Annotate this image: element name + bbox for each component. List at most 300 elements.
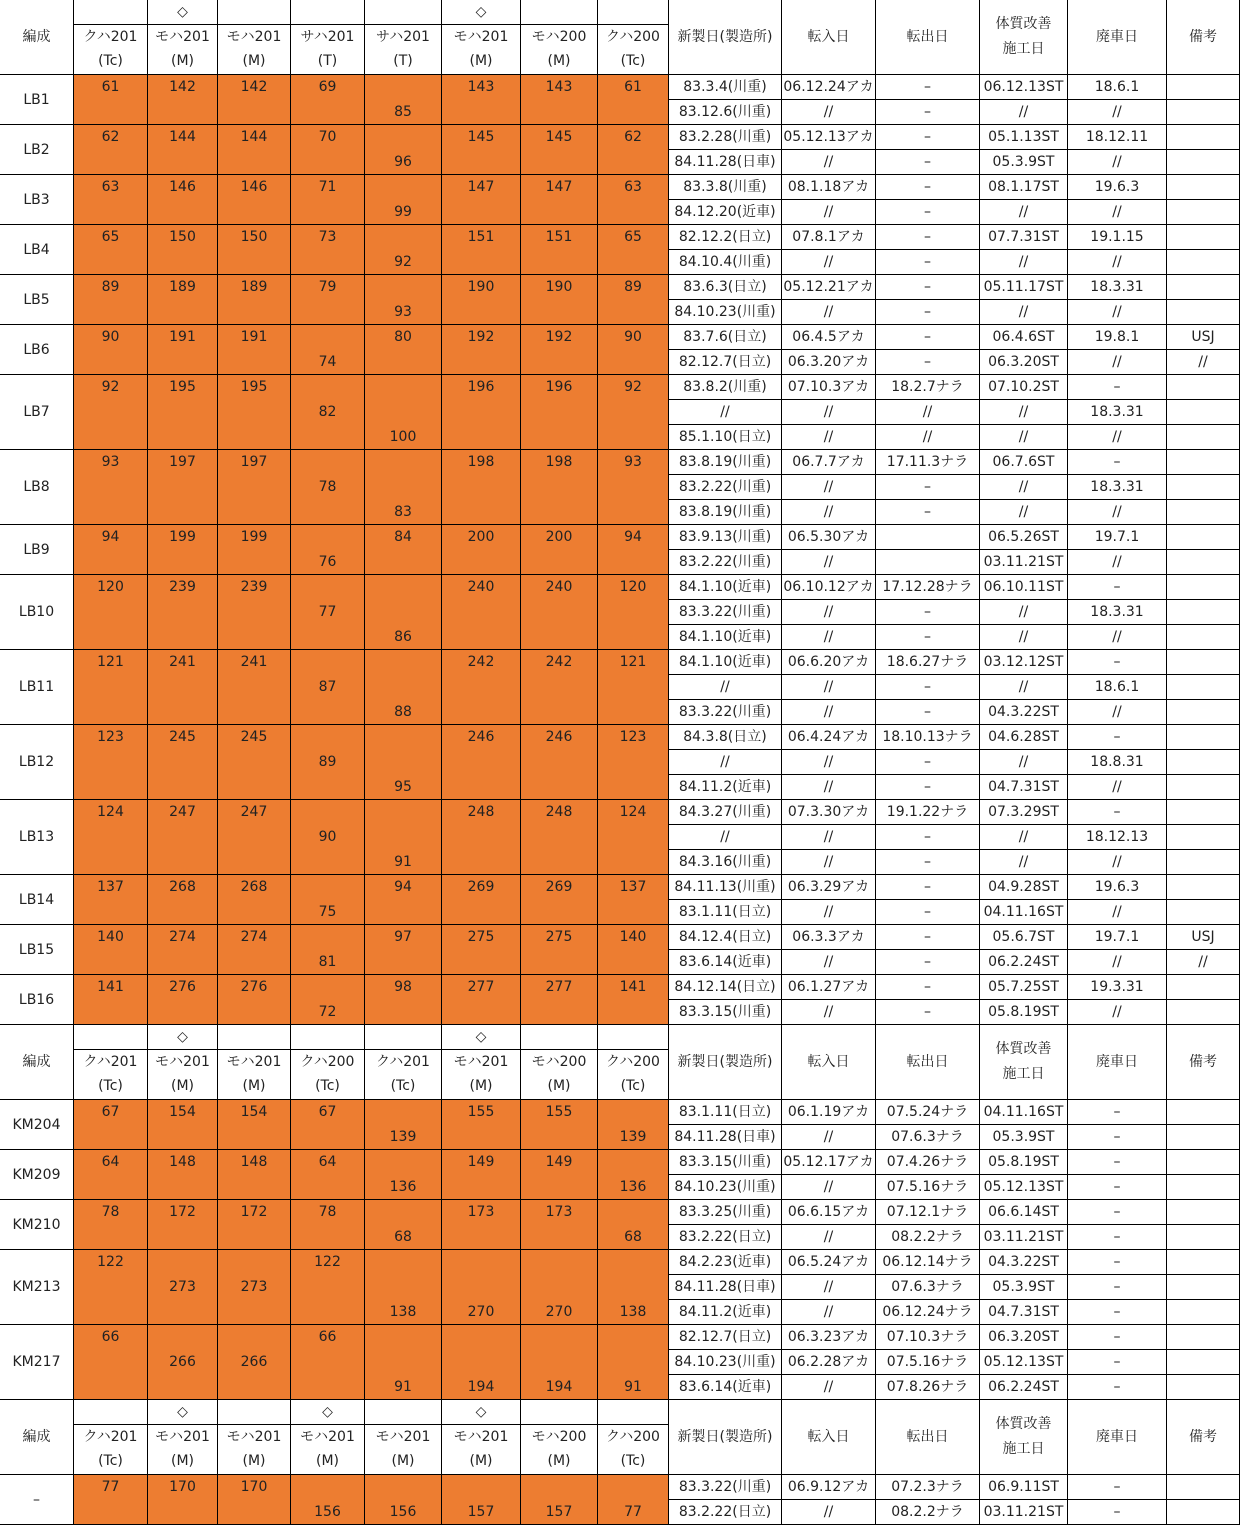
renewal-date: // <box>980 475 1068 500</box>
formation-name: KM210 <box>0 1200 74 1250</box>
car-number <box>365 950 441 975</box>
car-number <box>148 1375 217 1400</box>
car-column <box>291 925 365 975</box>
car-number <box>291 1275 364 1300</box>
car-number <box>74 700 147 725</box>
renewal-date: 04.3.22ST <box>980 1250 1068 1275</box>
car-number: 268 <box>169 879 196 895</box>
car-column <box>598 275 669 325</box>
header-car <box>442 1425 521 1475</box>
transfer-in-date: 06.2.28アカ <box>782 1350 876 1375</box>
transfer-out-date: – <box>876 500 980 525</box>
transfer-in-date: // <box>782 1275 876 1300</box>
car-number <box>598 1150 668 1175</box>
car-number <box>365 175 441 200</box>
car-number: 124 <box>97 804 124 820</box>
car-column <box>598 1100 669 1150</box>
built-date: 84.11.13(川重) <box>669 875 782 900</box>
car-number <box>74 600 147 625</box>
car-number <box>521 900 597 925</box>
car-number: 78 <box>101 1204 120 1220</box>
car-number: 275 <box>467 929 495 945</box>
scrapped-date: // <box>1068 350 1167 375</box>
scrapped-date: 18.6.1 <box>1068 675 1167 700</box>
car-number: 276 <box>240 979 268 995</box>
renewal-date: 06.5.26ST <box>980 525 1068 550</box>
car-column <box>291 975 365 1025</box>
scrapped-date: – <box>1068 1250 1167 1275</box>
transfer-out-date: 07.4.26ナラ <box>876 1150 980 1175</box>
notes <box>1167 1225 1240 1250</box>
car-number <box>598 600 668 625</box>
header-diamond <box>365 0 442 25</box>
renewal-date: 05.8.19ST <box>980 1000 1068 1025</box>
renewal-date: 07.10.2ST <box>980 375 1068 400</box>
built-date: 84.1.10(近車) <box>669 625 782 650</box>
car-column <box>365 375 442 450</box>
car-number <box>442 1175 520 1200</box>
car-number <box>442 1000 520 1025</box>
car-number <box>291 925 364 950</box>
car-number <box>291 875 364 900</box>
car-number: 144 <box>169 129 196 145</box>
car-number: 64 <box>101 1154 120 1170</box>
renewal-date: // <box>980 600 1068 625</box>
car-number <box>148 775 217 800</box>
header-car-class: (M) <box>547 1453 571 1469</box>
transfer-out-date: – <box>876 700 980 725</box>
header-car <box>148 25 218 75</box>
transfer-in-date: // <box>782 425 876 450</box>
car-number: 248 <box>467 804 495 820</box>
car-number <box>598 300 668 325</box>
transfer-out-date <box>876 525 980 550</box>
car-column <box>148 450 218 525</box>
car-number <box>148 475 217 500</box>
car-column <box>521 800 598 875</box>
transfer-in-date: 06.3.3アカ <box>782 925 876 950</box>
car-number <box>442 300 520 325</box>
header-car-type: クハ201 <box>83 1429 138 1445</box>
scrapped-date: – <box>1068 1350 1167 1375</box>
car-number <box>218 1175 290 1200</box>
formation-name: LB16 <box>0 975 74 1025</box>
car-number <box>442 250 520 275</box>
car-column <box>365 275 442 325</box>
notes <box>1167 125 1240 150</box>
transfer-out-date: 07.6.3ナラ <box>876 1275 980 1300</box>
scrapped-date: 18.3.31 <box>1068 600 1167 625</box>
notes <box>1167 875 1240 900</box>
header-car-class: (M) <box>469 1078 493 1094</box>
renewal-date: 03.11.21ST <box>980 1225 1068 1250</box>
header-car <box>218 1425 291 1475</box>
car-number <box>291 1350 364 1375</box>
car-column <box>291 525 365 575</box>
car-number: 85 <box>394 104 412 120</box>
car-column <box>365 450 442 525</box>
header-car-type: モハ201 <box>300 1429 355 1445</box>
scrapped-date: – <box>1068 1175 1167 1200</box>
renewal-date: 06.9.11ST <box>980 1475 1068 1500</box>
header-car-type: モハ201 <box>453 29 509 45</box>
car-number: 142 <box>169 79 196 95</box>
car-column <box>598 1200 669 1250</box>
car-column <box>521 175 598 225</box>
transfer-out-date: 07.12.1ナラ <box>876 1200 980 1225</box>
car-number <box>365 1350 441 1375</box>
car-number: 192 <box>545 329 573 345</box>
built-date: 83.2.22(日立) <box>669 1225 782 1250</box>
renewal-date: 04.7.31ST <box>980 775 1068 800</box>
transfer-out-date: – <box>876 750 980 775</box>
formation-name: LB10 <box>0 575 74 650</box>
built-date: 84.12.20(近車) <box>669 200 782 225</box>
built-date: // <box>669 825 782 850</box>
car-number <box>291 250 364 275</box>
car-number <box>598 100 668 125</box>
renewal-date: 06.10.11ST <box>980 575 1068 600</box>
transfer-in-date: // <box>782 1375 876 1400</box>
car-number <box>365 725 441 750</box>
car-number <box>521 300 597 325</box>
notes <box>1167 1375 1240 1400</box>
transfer-out-date: // <box>876 400 980 425</box>
car-number: 89 <box>624 279 642 295</box>
car-number <box>598 675 668 700</box>
car-number: 148 <box>169 1154 196 1170</box>
transfer-out-date: 19.1.22ナラ <box>876 800 980 825</box>
renewal-date: 06.7.6ST <box>980 450 1068 475</box>
car-number <box>598 1200 668 1225</box>
car-column <box>521 875 598 925</box>
notes <box>1167 675 1240 700</box>
car-column <box>74 75 148 125</box>
built-date: // <box>669 675 782 700</box>
car-column <box>365 575 442 650</box>
car-number: 148 <box>240 1154 268 1170</box>
header-diamond <box>365 1025 442 1050</box>
car-column <box>365 975 442 1025</box>
car-column <box>365 1150 442 1200</box>
car-number <box>218 950 290 975</box>
car-number: 274 <box>169 929 196 945</box>
built-date: 84.12.14(日立) <box>669 975 782 1000</box>
header-car-class: (M) <box>242 1453 266 1469</box>
car-column <box>365 1100 442 1150</box>
car-number <box>148 150 217 175</box>
car-number <box>74 1225 147 1250</box>
header-notes: 備考 <box>1167 1025 1240 1100</box>
notes <box>1167 175 1240 200</box>
renewal-date: 04.6.28ST <box>980 725 1068 750</box>
built-date: // <box>669 400 782 425</box>
scrapped-date: 19.8.1 <box>1068 325 1167 350</box>
scrapped-date: – <box>1068 650 1167 675</box>
car-column <box>442 725 521 800</box>
car-number <box>365 1150 441 1175</box>
car-number <box>218 1500 290 1525</box>
built-date: 84.12.4(日立) <box>669 925 782 950</box>
car-number <box>218 200 290 225</box>
transfer-in-date: // <box>782 475 876 500</box>
notes <box>1167 200 1240 225</box>
renewal-date: 06.2.24ST <box>980 1375 1068 1400</box>
car-number <box>442 1225 520 1250</box>
car-number <box>365 225 441 250</box>
car-column <box>365 75 442 125</box>
car-number <box>291 625 364 650</box>
car-number: 195 <box>169 379 196 395</box>
car-column <box>521 925 598 975</box>
car-column <box>74 800 148 875</box>
car-number <box>291 1300 364 1325</box>
car-number: 241 <box>169 654 196 670</box>
car-number: 276 <box>169 979 196 995</box>
notes <box>1167 1500 1240 1525</box>
car-column <box>442 450 521 525</box>
car-number: 141 <box>97 979 124 995</box>
car-column <box>148 275 218 325</box>
header-car-class: (M) <box>315 1453 339 1469</box>
car-number <box>218 850 290 875</box>
car-number: 190 <box>467 279 495 295</box>
car-number: 172 <box>169 1204 196 1220</box>
header-scrapped: 廃車日 <box>1068 1025 1167 1100</box>
header-car-type: クハ201 <box>83 29 138 45</box>
car-number <box>218 1325 290 1350</box>
scrapped-date: – <box>1068 375 1167 400</box>
header-car <box>598 25 669 75</box>
notes <box>1167 100 1240 125</box>
car-number: 143 <box>467 79 495 95</box>
transfer-in-date: // <box>782 750 876 775</box>
scrapped-date: 18.6.1 <box>1068 75 1167 100</box>
car-column <box>521 450 598 525</box>
header-renewal-line1: 体質改善 <box>995 16 1052 32</box>
built-date: 83.3.8(川重) <box>669 175 782 200</box>
car-column <box>74 1325 148 1400</box>
car-column <box>442 325 521 375</box>
built-date: 82.12.7(日立) <box>669 1325 782 1350</box>
scrapped-date: 18.12.13 <box>1068 825 1167 850</box>
car-number <box>74 475 147 500</box>
car-number: 72 <box>318 1004 337 1020</box>
car-number <box>291 975 364 1000</box>
header-car-type: クハ200 <box>606 1054 660 1070</box>
car-number <box>148 250 217 275</box>
header-car-class: (M) <box>242 53 266 69</box>
notes <box>1167 750 1240 775</box>
header-car <box>291 25 365 75</box>
car-column <box>291 1100 365 1150</box>
header-car-class: (M) <box>547 1078 571 1094</box>
car-column <box>148 1100 218 1150</box>
car-column <box>291 800 365 875</box>
transfer-out-date: – <box>876 975 980 1000</box>
car-column <box>442 1325 521 1400</box>
car-number <box>291 800 364 825</box>
car-number: 140 <box>97 929 124 945</box>
built-date: 84.11.2(近車) <box>669 775 782 800</box>
car-number <box>521 700 597 725</box>
car-column <box>74 925 148 975</box>
car-number <box>598 475 668 500</box>
car-number <box>442 550 520 575</box>
car-number: 95 <box>394 779 412 795</box>
notes <box>1167 575 1240 600</box>
car-number <box>521 400 597 425</box>
car-number <box>365 1250 441 1275</box>
car-column <box>521 75 598 125</box>
car-number <box>598 775 668 800</box>
car-column <box>598 450 669 525</box>
car-number <box>218 500 290 525</box>
car-number <box>598 750 668 775</box>
car-number: 173 <box>545 1204 573 1220</box>
header-transfer-out: 転出日 <box>876 0 980 75</box>
notes: USJ <box>1167 325 1240 350</box>
built-date: 83.3.4(川重) <box>669 75 782 100</box>
car-number <box>598 500 668 525</box>
car-column <box>365 1475 442 1525</box>
car-number <box>74 500 147 525</box>
scrapped-date: – <box>1068 1475 1167 1500</box>
car-column <box>365 725 442 800</box>
car-number <box>598 825 668 850</box>
car-number <box>598 1250 668 1275</box>
car-number: 83 <box>394 504 412 520</box>
car-column <box>148 75 218 125</box>
header-car-type: サハ201 <box>376 29 430 45</box>
header-car <box>291 1050 365 1100</box>
car-column <box>148 875 218 925</box>
car-number <box>365 550 441 575</box>
header-car-type: モハ201 <box>453 1054 509 1070</box>
scrapped-date: // <box>1068 500 1167 525</box>
car-number <box>521 1225 597 1250</box>
car-number: 82 <box>318 404 337 420</box>
header-renewal-line2: 施工日 <box>1002 1441 1045 1457</box>
car-number <box>218 1375 290 1400</box>
header-car <box>365 25 442 75</box>
car-column <box>74 725 148 800</box>
car-number: 145 <box>467 129 495 145</box>
car-number <box>74 1500 147 1525</box>
header-car-type: モハ201 <box>226 29 282 45</box>
car-number <box>218 700 290 725</box>
transfer-out-date: – <box>876 775 980 800</box>
car-column <box>598 800 669 875</box>
built-date: 85.1.10(日立) <box>669 425 782 450</box>
header-car-class: (M) <box>469 53 493 69</box>
car-number <box>442 425 520 450</box>
scrapped-date: // <box>1068 900 1167 925</box>
header-diamond <box>521 1400 598 1425</box>
car-column <box>148 1475 218 1525</box>
header-diamond <box>521 1025 598 1050</box>
car-number: 94 <box>624 529 642 545</box>
car-column <box>74 875 148 925</box>
car-number: 266 <box>240 1354 268 1370</box>
car-column <box>218 75 291 125</box>
header-car-type: モハ201 <box>155 1429 210 1445</box>
car-number: 277 <box>545 979 573 995</box>
car-column <box>74 450 148 525</box>
header-car-type: クハ201 <box>83 1054 138 1070</box>
car-number <box>148 100 217 125</box>
header-car-class: (M) <box>170 1453 194 1469</box>
scrapped-date: // <box>1068 1000 1167 1025</box>
header-car-class: (M) <box>170 53 194 69</box>
car-number <box>521 475 597 500</box>
car-column <box>291 125 365 175</box>
car-number: 141 <box>619 979 647 995</box>
car-number <box>521 1350 597 1375</box>
car-column <box>521 325 598 375</box>
car-number: 69 <box>318 79 337 95</box>
car-number <box>74 300 147 325</box>
car-column <box>521 225 598 275</box>
car-number <box>365 75 441 100</box>
car-column <box>521 1475 598 1525</box>
car-number <box>148 300 217 325</box>
car-number <box>598 1000 668 1025</box>
transfer-out-date: – <box>876 950 980 975</box>
car-column <box>291 575 365 650</box>
car-number <box>521 675 597 700</box>
header-car <box>365 1050 442 1100</box>
renewal-date: 07.3.29ST <box>980 800 1068 825</box>
notes <box>1167 450 1240 475</box>
car-number: 123 <box>619 729 647 745</box>
car-column <box>148 1200 218 1250</box>
car-number <box>74 850 147 875</box>
header-car-type: モハ201 <box>375 1429 431 1445</box>
car-number <box>442 1350 520 1375</box>
car-number <box>442 700 520 725</box>
car-column <box>598 1150 669 1200</box>
header-car <box>598 1425 669 1475</box>
renewal-date: 08.1.17ST <box>980 175 1068 200</box>
car-number <box>598 350 668 375</box>
car-number <box>148 1500 217 1525</box>
car-number <box>291 575 364 600</box>
built-date: 83.3.15(川重) <box>669 1000 782 1025</box>
car-number: 195 <box>240 379 268 395</box>
car-column <box>148 800 218 875</box>
header-diamond <box>74 1025 148 1050</box>
car-number <box>74 1350 147 1375</box>
built-date: 83.3.25(川重) <box>669 1200 782 1225</box>
transfer-in-date: // <box>782 250 876 275</box>
car-column <box>74 1250 148 1325</box>
car-number <box>218 1300 290 1325</box>
renewal-date: 04.11.16ST <box>980 900 1068 925</box>
scrapped-date: // <box>1068 150 1167 175</box>
car-number <box>74 1175 147 1200</box>
car-number: 92 <box>624 379 642 395</box>
car-number <box>598 250 668 275</box>
car-number <box>521 950 597 975</box>
transfer-in-date: 07.8.1アカ <box>782 225 876 250</box>
car-number <box>218 625 290 650</box>
car-number: 273 <box>240 1279 268 1295</box>
header-car-type: モハ201 <box>226 1054 282 1070</box>
car-number: 64 <box>318 1154 337 1170</box>
transfer-in-date: // <box>782 1225 876 1250</box>
car-number: 170 <box>169 1479 196 1495</box>
